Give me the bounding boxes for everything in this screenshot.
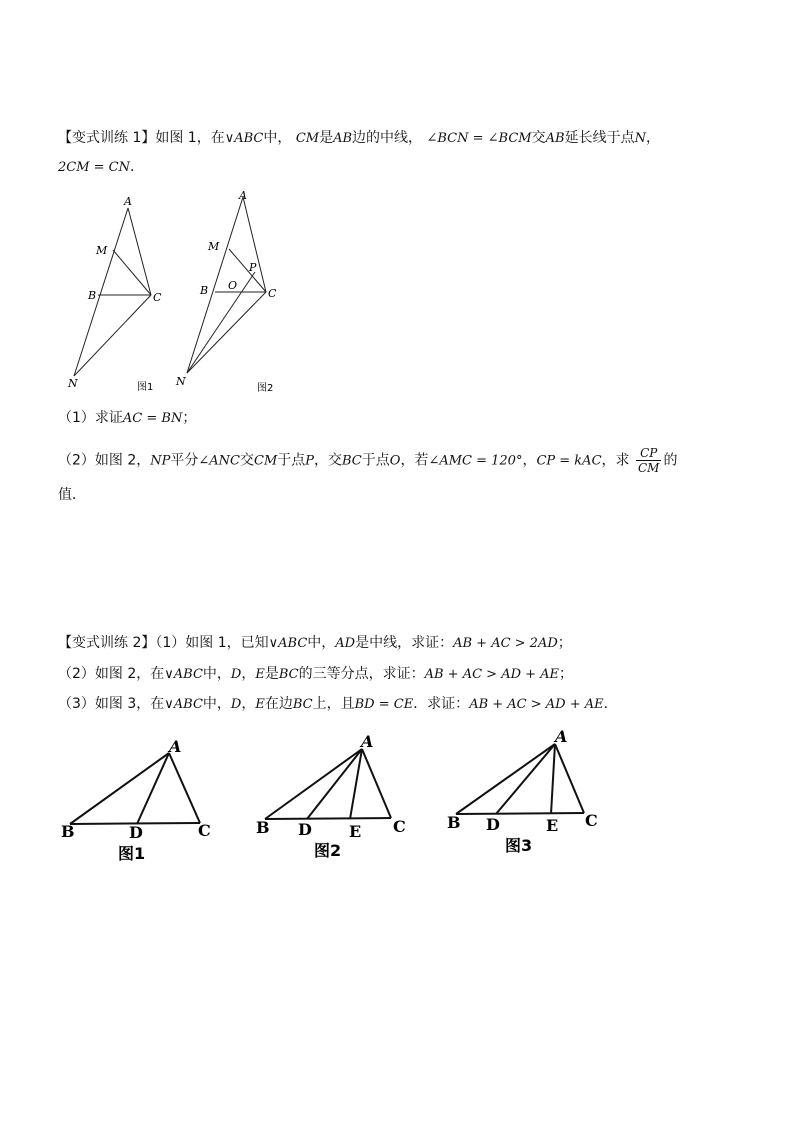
- ex2-fig1-caption: 图1: [118, 844, 146, 863]
- cp-over-cm-fraction: $\frac{CP}{CM}$: [637, 446, 660, 475]
- ex1-question-2-cont: 值．: [58, 487, 86, 503]
- fig2-label-a: A: [239, 189, 247, 202]
- ex2-fig1-label-a: A: [169, 737, 182, 756]
- ex2-figure-2: [255, 730, 425, 860]
- ex1-title: 【变式训练 1】: [58, 130, 156, 146]
- fig1-label-n: N: [68, 377, 78, 390]
- fig1-label-a: A: [124, 195, 132, 208]
- fig2-label-m: M: [208, 240, 220, 253]
- ex1-question-1: （1）求证AC = BN；: [58, 410, 197, 426]
- ex1-line1: 【变式训练 1】如图 1，在∨ABC中， CM是AB边的中线， ∠BCN = ∠BCM交AB延长线于点N，: [58, 130, 660, 146]
- ex2-fig2-label-c: C: [393, 817, 406, 836]
- ex2-line1: 【变式训练 2】（1）如图 1，已知∨ABC中，AD是中线，求证：AB + AC > 2AD；: [58, 635, 572, 651]
- ex2-fig2-label-d: D: [298, 820, 312, 839]
- ex2-fig3-caption: 图3: [505, 836, 533, 855]
- fig1-label-c: C: [153, 291, 162, 304]
- ex2-fig2-label-b: B: [256, 818, 270, 837]
- fig2-label-n: N: [176, 375, 186, 388]
- ex2-fig3-label-c: C: [585, 811, 598, 830]
- fig2-label-p: P: [249, 261, 257, 274]
- ex2-figure-3: [446, 726, 616, 856]
- fig1-label-m: M: [96, 244, 108, 257]
- ex1-question-2: （2）如图 2，NP平分∠ANC交CM于点P，交BC于点O，若∠AMC = 120°，CP = kAC，求 $\frac{CP}{CM}$ 的: [58, 446, 678, 475]
- fig1-label-b: B: [88, 289, 97, 302]
- ex1-line2: 2CM = CN．: [58, 159, 145, 175]
- ex2-fig3-label-e: E: [546, 816, 559, 835]
- ex1-figure-1: [65, 193, 185, 393]
- ex2-fig2-caption: 图2: [314, 841, 342, 860]
- ex2-fig3-label-d: D: [486, 815, 500, 834]
- ex2-fig3-label-a: A: [555, 727, 568, 746]
- fig2-label-b: B: [200, 284, 209, 297]
- fig2-caption: 图2: [257, 383, 274, 394]
- ex2-line3: （3）如图 3，在∨ABC中，D，E在边BC上，且BD = CE．求证：AB + AC > AD + AE．: [58, 696, 618, 712]
- ex2-fig3-label-b: B: [447, 813, 461, 832]
- ex2-line2: （2）如图 2，在∨ABC中，D，E是BC的三等分点，求证：AB + AC > AD + AE；: [58, 666, 574, 682]
- ex2-fig1-label-c: C: [198, 821, 211, 840]
- ex2-figure-1: [60, 734, 230, 864]
- ex2-fig1-label-d: D: [129, 823, 143, 842]
- ex1-figure-2: [175, 187, 295, 394]
- fig2-label-o: O: [228, 279, 238, 292]
- ex2-fig1-label-b: B: [61, 822, 75, 841]
- ex2-fig2-label-e: E: [349, 822, 362, 841]
- fig2-label-c: C: [268, 287, 277, 300]
- ex2-fig2-label-a: A: [361, 732, 374, 751]
- fig1-caption: 图1: [137, 382, 154, 393]
